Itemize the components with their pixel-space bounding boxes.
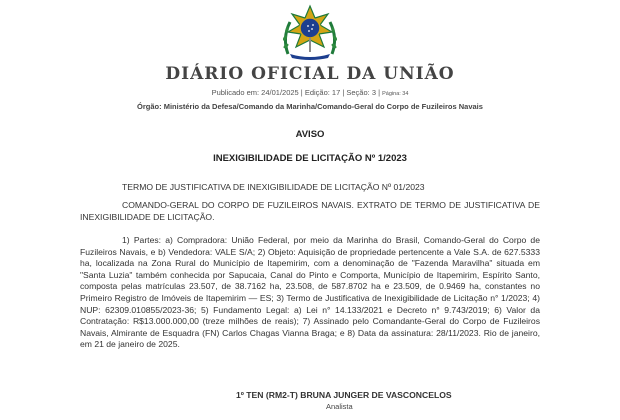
publication-details: Publicado em: 24/01/2025 | Edição: 17 | Seção: 3 | (211, 88, 381, 97)
body-paragraph (80, 235, 540, 351)
page-number: Página: 34 (382, 91, 409, 97)
signatory-role: Analista (326, 402, 353, 411)
page-title: DIÁRIO OFICIAL DA UNIÃO (165, 64, 455, 84)
term-title: TERMO DE JUSTIFICATIVA DE INEXIGIBILIDADE DE LICITAÇÃO Nº 01/2023 (122, 182, 425, 192)
notice-type: AVISO (295, 129, 325, 140)
notice-heading: INEXIGIBILIDADE DE LICITAÇÃO Nº 1/2023 (213, 153, 407, 164)
signatory-name: 1º TEN (RM2-T) BRUNA JUNGER DE VASCONCELOS (236, 390, 452, 400)
intro-text: COMANDO-GERAL DO CORPO DE FUZILEIROS NAVAIS. EXTRATO DE TERMO DE JUSTIFICATIVA DE INEXIGIBILIDADE DE LICITAÇÃO. (80, 200, 540, 222)
term-title-paragraph (80, 182, 540, 194)
intro-paragraph (80, 200, 540, 223)
publication-info (0, 88, 620, 97)
issuing-organ: Órgão: Ministério da Defesa/Comando da Marinha/Comando-Geral do Corpo de Fuzileiros Navais (137, 102, 483, 111)
brazil-coat-of-arms-icon (278, 4, 342, 60)
body-text: 1) Partes: a) Compradora: União Federal, por meio da Marinha do Brasil, Comando-Geral do Corpo de Fuzileiros Navais, e b) Vendedora: VALE S/A; 2) Objeto: Aquisição de propriedade pertencente a Vale S.A. de 627.5333 ha, localizada na Zona Rural do Município de Itapemirim, com a denominação de "Fazenda Maravilha" situada em "Santa Luzia" também conhecida por Sapucaia, Canal do Pinto e Comporta, Município de Itapemirim, Espírito Santo, composta pelas matrículas 23.507, de 38.7162 ha, 23.508, de 587.8702 ha e 23.509, de 0.9469 ha, constantes no Primeiro Registro de Imóveis de Itapemirim — ES; 3) Termo de Justificativa de Inexigibilidade de Licitação n° 1/2023; 4) NUP: 62309.010855/2023-36; 5) Fundamento Legal: a) Lei n° 14.133/2021 e Decreto n° 9.743/2019; 6) Valor da Contratação: R$13.000.000,00 (treze milhões de reais); 7) Assinado pelo Comandante-Geral do Corpo de Fuzileiros Navais, Almirante de Esquadra (FN) Carlos Chagas Vianna Braga; e 8) Data da assinatura: 28/11/2023. Rio de janeiro, em 21 de janeiro de 2025. (80, 235, 540, 350)
